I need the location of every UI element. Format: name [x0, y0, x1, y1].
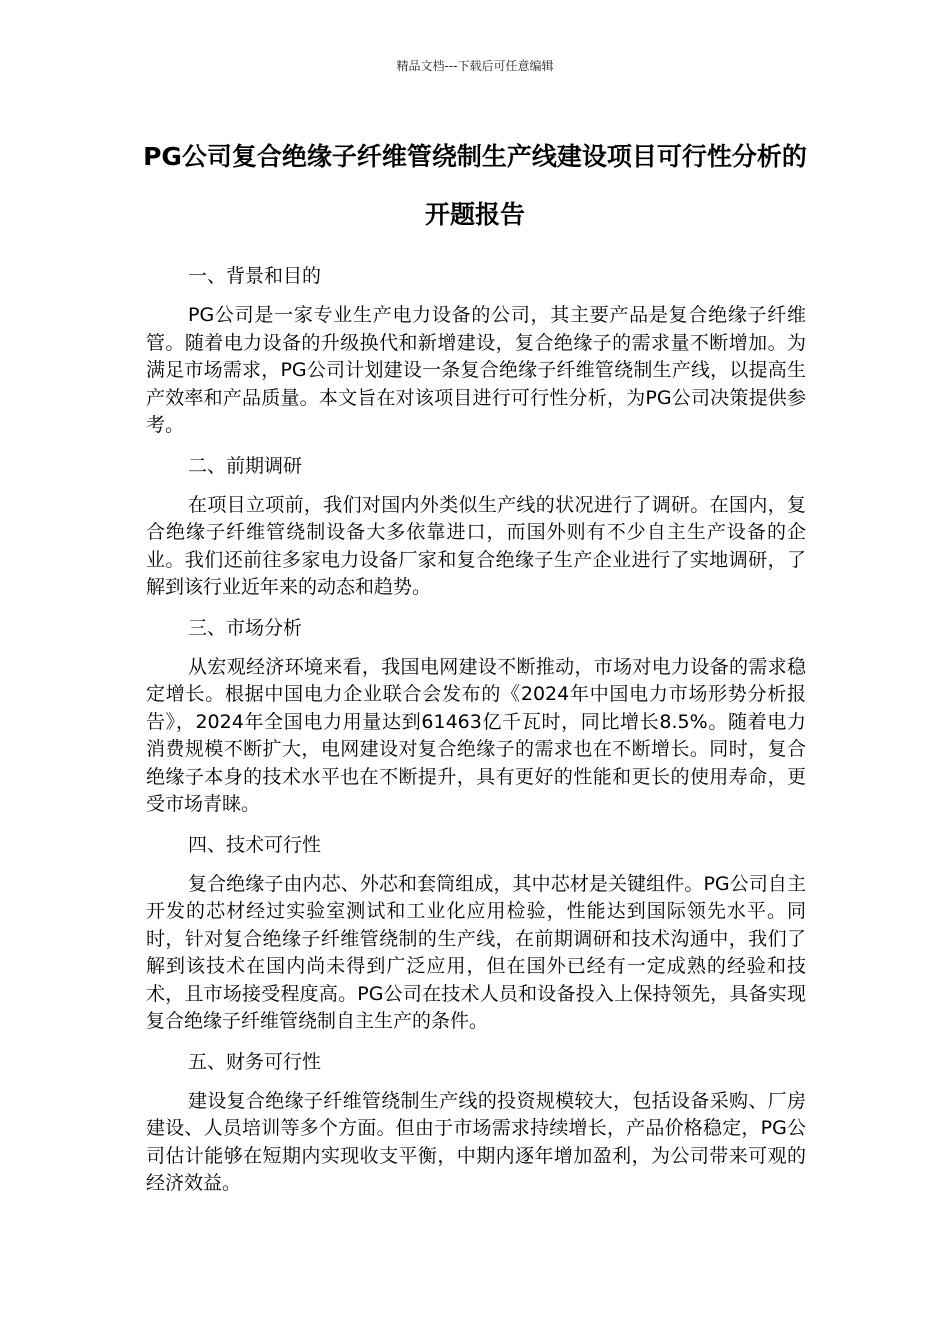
section-paragraph: 复合绝缘子由内芯、外芯和套筒组成，其中芯材是关键组件。PG公司自主开发的芯材经过实验室测试和工业化应用检验，性能达到国际领先水平。同时，针对复合绝缘子纤维管绕制的生产线，在前期调研和技术沟通中，我们了解到该技术在国内尚未得到广泛应用，但在国外已经有一定成熟的经验和技术，且市场接受程度高。PG公司在技术人员和设备投入上保持领先，具备实现复合绝缘子纤维管绕制自主生产的条件。 — [146, 872, 806, 1032]
page-header-note: 精品文档---下载后可任意编辑 — [396, 59, 554, 73]
section-heading: 五、财务可行性 — [188, 1050, 322, 1073]
section-preliminary-research — [146, 452, 806, 602]
document-title: PG公司复合绝缘子纤维管绕制生产线建设项目可行性分析的开题报告 — [143, 142, 807, 229]
section-heading: 一、背景和目的 — [188, 265, 322, 287]
section-paragraph: 建设复合绝缘子纤维管绕制生产线的投资规模较大，包括设备采购、厂房建设、人员培训等多个方面。但由于市场需求持续增长，产品价格稳定，PG公司估计能够在短期内实现收支平衡，中期内逐年增加盈利，为公司带来可观的经济效益。 — [146, 1089, 806, 1194]
section-background — [146, 262, 806, 440]
section-market-analysis — [146, 614, 806, 819]
section-technical-feasibility — [146, 831, 806, 1036]
section-paragraph: 在项目立项前，我们对国内外类似生产线的状况进行了调研。在国内，复合绝缘子纤维管绕制设备大多依靠进口，而国外则有不少自主生产设备的企业。我们还前往多家电力设备厂家和复合绝缘子生产企业进行了实地调研，了解到该行业近年来的动态和趋势。 — [146, 493, 806, 598]
section-paragraph: PG公司是一家专业生产电力设备的公司，其主要产品是复合绝缘子纤维管。随着电力设备的升级换代和新增建设，复合绝缘子的需求量不断增加。为满足市场需求，PG公司计划建设一条复合绝缘子纤维管绕制生产线，以提高生产效率和产品质量。本文旨在对该项目进行可行性分析，为PG公司决策提供参考。 — [146, 304, 806, 436]
section-paragraph: 从宏观经济环境来看，我国电网建设不断推动，市场对电力设备的需求稳定增长。根据中国电力企业联合会发布的《2024年中国电力市场形势分析报告》，2024年全国电力用量达到61463亿千瓦时，同比增长8.5%。随着电力消费规模不断扩大，电网建设对复合绝缘子的需求也在不断增长。同时，复合绝缘子本身的技术水平也在不断提升，具有更好的性能和更长的使用寿命，更受市场青睐。 — [146, 655, 806, 815]
section-financial-feasibility — [146, 1048, 806, 1198]
section-heading: 四、技术可行性 — [188, 833, 322, 856]
section-heading: 三、市场分析 — [188, 616, 303, 639]
document-body — [146, 262, 806, 1210]
section-heading: 二、前期调研 — [188, 454, 303, 477]
